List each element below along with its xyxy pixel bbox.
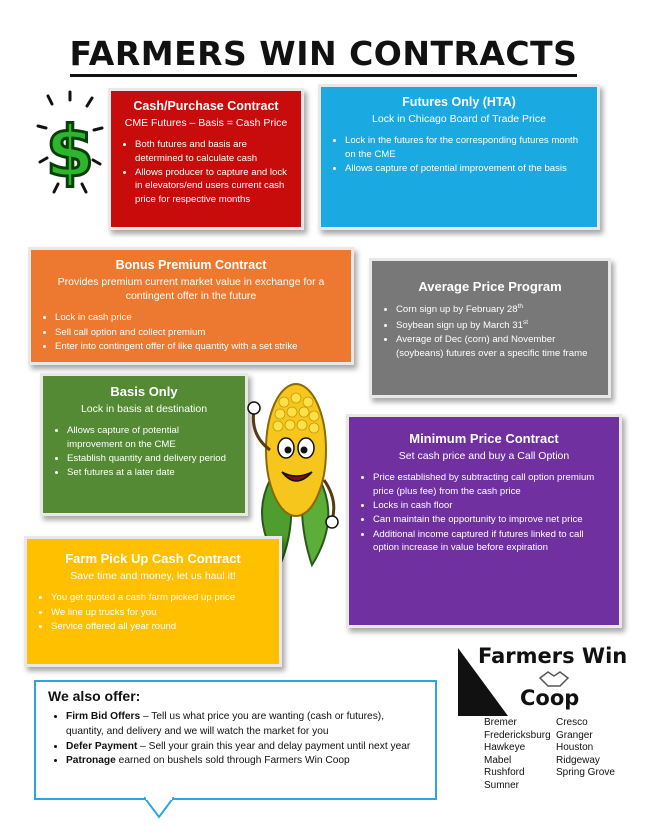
basis-only-card	[40, 373, 248, 516]
list-item: • Establish quantity and delivery period	[67, 452, 235, 465]
list-item: • Defer Payment – Sell your grain this year and delay payment until next year	[66, 740, 423, 755]
offer-list	[48, 710, 423, 769]
bonus-list	[41, 311, 341, 353]
futures-subtitle: Lock in Chicago Board of Trade Price	[372, 113, 546, 125]
locations-column-2	[556, 717, 636, 780]
farm-pick-up-cash-contract-card	[24, 536, 282, 667]
logo-line2: Coop	[520, 686, 580, 710]
location-item: Fredericksburg	[484, 729, 551, 741]
bonus-subtitle: Provides premium current market value in exchange for a contingent offer in the future	[57, 276, 325, 303]
list-item: • Allows producer to capture and lock in elevators/end users current cash price for respective months	[135, 166, 291, 206]
callout-pointer	[144, 797, 174, 819]
average-title: Average Price Program	[418, 279, 562, 294]
svg-text:$: $	[45, 111, 95, 193]
bonus-premium-contract-card	[28, 247, 354, 365]
bonus-title: Bonus Premium Contract	[115, 258, 267, 272]
also-offer-callout	[34, 680, 437, 800]
list-item: • Service offered all year round	[51, 620, 269, 633]
list-item: • Sell call option and collect premium	[55, 326, 341, 339]
location-item: Houston	[556, 742, 594, 753]
location-item: Hawkeye	[484, 742, 526, 753]
average-price-program-card	[369, 258, 611, 398]
locations-column-1	[484, 717, 564, 792]
cash-subtitle: CME Futures – Basis = Cash Price	[124, 117, 288, 129]
location-item: Spring Grove	[556, 767, 615, 778]
basis-title: Basis Only	[110, 384, 178, 399]
average-list	[382, 302, 598, 360]
futures-only-card	[318, 84, 600, 230]
pickup-list	[37, 591, 269, 633]
list-item: • Corn sign up by February 28th	[396, 302, 598, 317]
location-item: Mabel	[484, 754, 512, 766]
list-item: • Price established by subtracting call option premium price (plus fee) from the cash price	[373, 471, 609, 498]
minimum-title: Minimum Price Contract	[409, 431, 559, 446]
dollar-sign-icon	[34, 90, 106, 200]
list-item: • You get quoted a cash farm picked up price	[51, 591, 269, 604]
list-item: • Locks in cash floor	[373, 499, 609, 512]
location-item: Rushford	[484, 767, 525, 778]
location-item: Cresco	[556, 717, 588, 728]
list-item: • Can maintain the opportunity to improve net price	[373, 513, 609, 526]
basis-subtitle: Lock in basis at destination	[80, 403, 208, 415]
pickup-subtitle: Save time and money, let us haul it!	[70, 570, 236, 582]
pickup-title: Farm Pick Up Cash Contract	[65, 551, 241, 566]
minimum-price-contract-card	[346, 414, 622, 628]
list-item: • Lock in the futures for the corresponding futures month on the CME	[345, 134, 587, 161]
location-item: Granger	[556, 729, 593, 741]
list-item: • Allows capture of potential improvement of the basis	[345, 162, 587, 175]
list-item: • Soybean sign up by March 31st	[396, 318, 598, 333]
location-item: Ridgeway	[556, 754, 600, 766]
cash-purchase-contract-card	[108, 88, 304, 230]
offer-heading: We also offer:	[48, 688, 141, 704]
farmers-win-coop-logo	[456, 640, 636, 720]
list-item: • Lock in cash price	[55, 311, 341, 324]
cash-list	[121, 138, 291, 206]
list-item: • Patronage earned on bushels sold through Farmers Win Coop	[66, 754, 423, 769]
futures-title: Futures Only (HTA)	[402, 95, 516, 109]
minimum-list	[359, 471, 609, 555]
location-item: Sumner	[484, 779, 520, 791]
list-item: • Average of Dec (corn) and November (soybeans) futures over a specific time frame	[396, 333, 598, 360]
list-item: • Set futures at a later date	[67, 466, 235, 479]
list-item: • Enter into contingent offer of like quantity with a set strike	[55, 340, 341, 353]
list-item: • Both futures and basis are determined to calculate cash	[135, 138, 291, 165]
page-title: FARMERS WIN CONTRACTS	[0, 34, 647, 73]
list-item: • Additional income captured if futures linked to call option increase in value before expiration	[373, 528, 609, 555]
futures-list	[331, 134, 587, 175]
basis-list	[53, 424, 235, 480]
location-item: Bremer	[484, 717, 517, 728]
list-item: • Allows capture of potential improvement on the CME	[67, 424, 235, 451]
list-item: • We line up trucks for you	[51, 606, 269, 619]
logo-line1: Farmers Win	[478, 644, 628, 668]
minimum-subtitle: Set cash price and buy a Call Option	[398, 450, 570, 462]
cash-title: Cash/Purchase Contract	[133, 99, 279, 113]
list-item: • Firm Bid Offers – Tell us what price you are wanting (cash or futures), quantity, and delivery and we will watch the market for you	[66, 710, 423, 740]
